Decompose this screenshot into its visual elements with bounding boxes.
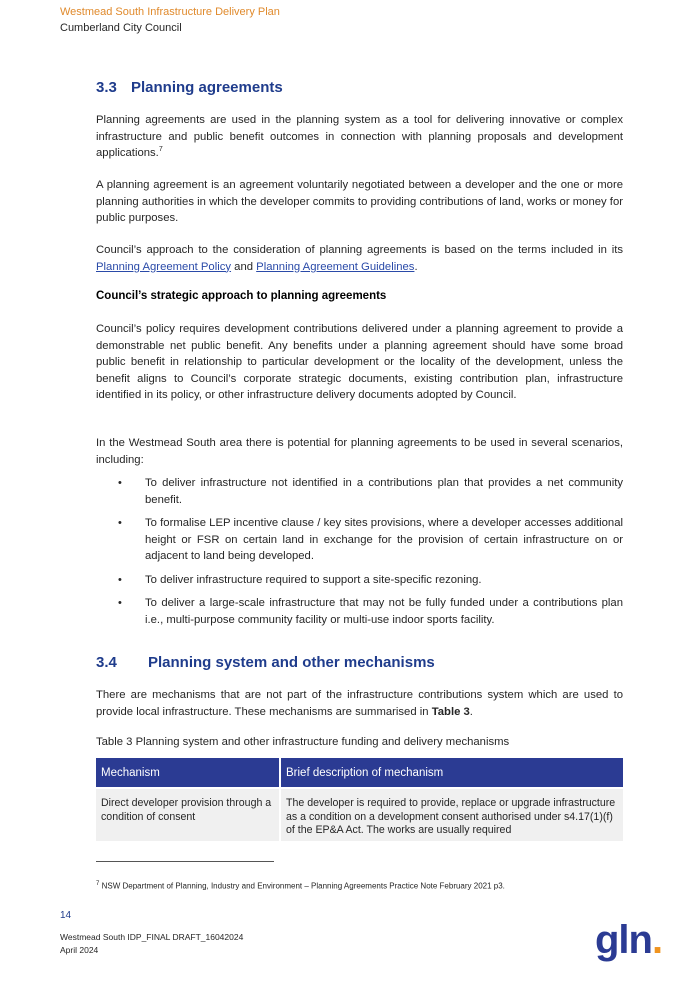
column-header: Mechanism (96, 758, 280, 788)
paragraph-text: and (231, 260, 257, 273)
document-title-header: Westmead South Infrastructure Delivery Plan (60, 6, 280, 18)
paragraph: A planning agreement is an agreement voluntarily negotiated between a developer and the one or more planning authorities in which the developer commits to providing contributions of land, works or money for public purposes. (96, 179, 623, 224)
list-item-text: To formalise LEP incentive clause / key sites provisions, where a developer accesses additional height or FSR on certain land in exchange for the provision of certain infrastructure on or adjacent to land being developed. (145, 517, 623, 562)
paragraph: In the Westmead South area there is potential for planning agreements to be used in several scenarios, including: (96, 437, 623, 466)
footnote-divider (96, 861, 274, 862)
list-item-text: To deliver infrastructure required to support a site-specific rezoning. (145, 573, 482, 586)
column-header: Brief description of mechanism (280, 758, 623, 788)
list-item (96, 515, 623, 565)
page-number: 14 (60, 910, 72, 921)
paragraph-text: . (469, 705, 473, 718)
logo-text: gln (595, 918, 652, 962)
footnote-ref[interactable]: 7 (158, 146, 163, 154)
list-item (96, 572, 623, 589)
section-number: 3.4 (96, 654, 117, 671)
document-date: April 2024 (60, 945, 99, 955)
table-cell: Direct developer provision through a condition of consent (96, 788, 280, 841)
table-caption: Table 3 Planning system and other infrastructure funding and delivery mechanisms (96, 736, 510, 748)
table-reference[interactable]: Table 3 (431, 705, 470, 718)
bullet-icon: • (118, 517, 122, 529)
paragraph-text: Council’s approach to the consideration of planning agreements is based on the terms included in its (96, 244, 623, 256)
gln-logo (595, 918, 662, 963)
section-title: Planning agreements (131, 79, 283, 96)
council-name-header: Cumberland City Council (60, 22, 182, 34)
planning-agreement-policy-link[interactable]: Planning Agreement Policy (96, 260, 232, 273)
section-number: 3.3 (96, 79, 117, 96)
paragraph-text: There are mechanisms that are not part of the infrastructure contributions system which are used to provide local infrastructure. These mechanisms are summarised in (96, 689, 623, 718)
footnote-number: 7 (96, 881, 100, 887)
mechanisms-table (96, 758, 623, 841)
table-row (96, 788, 623, 841)
section-title: Planning system and other mechanisms (148, 654, 435, 671)
footnote (96, 881, 505, 891)
list-item (96, 475, 623, 508)
planning-agreement-guidelines-link[interactable]: Planning Agreement Guidelines (256, 260, 415, 273)
bullet-icon: • (118, 477, 122, 489)
paragraph (96, 687, 623, 720)
document-id: Westmead South IDP_FINAL DRAFT_16042024 (60, 932, 244, 942)
scenario-bullet-list (96, 475, 623, 635)
bullet-icon: • (118, 597, 122, 609)
paragraph: Council’s policy requires development contributions delivered under a planning agreement to provide a demonstrable net public benefit. Any benefits under a planning agreement should have some broad public benefit in relationship to particular development or the locality of the development, unless the benefit aligns to Council’s corporate strategic documents, existing contribution plan, infrastructure identified in its policy, or other infrastructure delivery documents adopted by Council. (96, 323, 623, 401)
footnote-text: NSW Department of Planning, Industry and Environment – Planning Agreements Practice Note February 2021 p3. (101, 881, 505, 891)
bullet-icon: • (118, 573, 122, 586)
table-cell: The developer is required to provide, replace or upgrade infrastructure as a condition on a development consent authorised under s4.17(1)(f) of the EP&A Act. The works are usually required (280, 788, 623, 841)
paragraph-text: . (414, 260, 418, 273)
list-item-text: To deliver infrastructure not identified in a contributions plan that provides a net community benefit. (145, 477, 623, 506)
table-header-row (96, 758, 623, 788)
section-heading-3-3 (96, 79, 283, 96)
list-item (96, 595, 623, 628)
paragraph (96, 242, 623, 275)
paragraph (96, 112, 623, 162)
section-heading-3-4 (96, 654, 435, 671)
logo-dot: . (651, 918, 663, 962)
paragraph-text: Planning agreements are used in the planning system as a tool for delivering innovative or complex infrastructure and public benefit outcomes in connection with planning proposals and development applications. (96, 114, 623, 159)
subheading: Council’s strategic approach to planning agreements (96, 290, 387, 302)
list-item-text: To deliver a large-scale infrastructure that may not be fully funded under a contributions plan i.e., multi-purpose community facility or multi-use indoor sports facility. (145, 597, 623, 626)
